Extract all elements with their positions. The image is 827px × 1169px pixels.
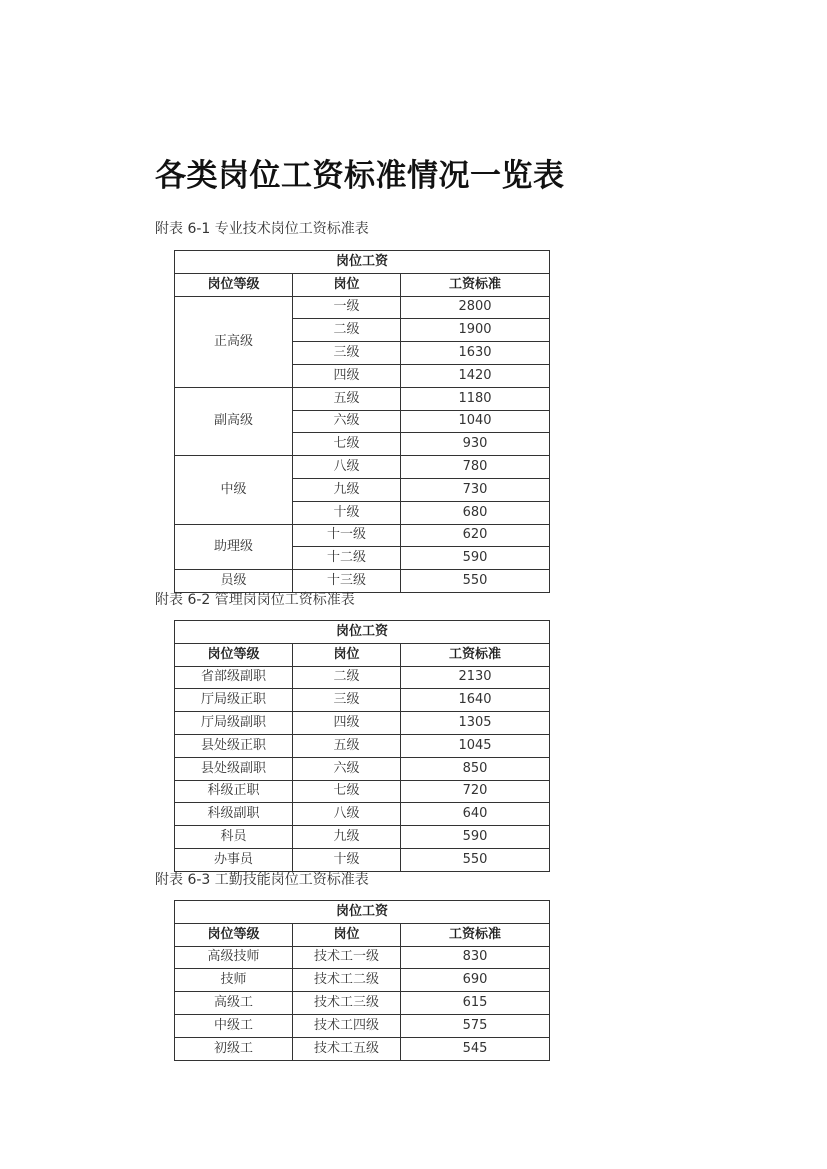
level-cell: 高级工 [175, 992, 293, 1015]
standard-cell: 590 [401, 826, 550, 849]
table-row [175, 456, 550, 479]
standard-cell: 1180 [401, 387, 550, 410]
table-row [175, 803, 550, 826]
table-caption-6-2: 附表 6-2 管理岗岗位工资标准表 [155, 592, 355, 608]
standard-cell: 550 [401, 848, 550, 871]
level-cell: 中级工 [175, 1014, 293, 1037]
post-cell: 七级 [293, 780, 401, 803]
level-cell: 正高级 [175, 296, 293, 387]
column-header-post: 岗位 [293, 923, 401, 946]
level-cell: 厅局级副职 [175, 712, 293, 735]
table-row [175, 992, 550, 1015]
post-cell: 一级 [293, 296, 401, 319]
table-caption-6-1: 附表 6-1 专业技术岗位工资标准表 [155, 221, 369, 237]
column-header-post: 岗位 [293, 273, 401, 296]
table-row [175, 689, 550, 712]
post-cell: 四级 [293, 712, 401, 735]
standard-cell: 575 [401, 1014, 550, 1037]
post-cell: 七级 [293, 433, 401, 456]
level-cell: 初级工 [175, 1037, 293, 1060]
column-header-standard: 工资标准 [401, 273, 550, 296]
post-cell: 二级 [293, 666, 401, 689]
post-cell: 八级 [293, 456, 401, 479]
standard-cell: 720 [401, 780, 550, 803]
standard-cell: 620 [401, 524, 550, 547]
level-cell: 员级 [175, 570, 293, 593]
table-row [175, 296, 550, 319]
level-cell: 科级副职 [175, 803, 293, 826]
column-header-standard: 工资标准 [401, 923, 550, 946]
post-cell: 五级 [293, 387, 401, 410]
column-header-level: 岗位等级 [175, 923, 293, 946]
table-row [175, 524, 550, 547]
standard-cell: 690 [401, 969, 550, 992]
post-cell: 十级 [293, 501, 401, 524]
standard-cell: 680 [401, 501, 550, 524]
table-group-header: 岗位工资 [175, 251, 550, 274]
level-cell: 厅局级正职 [175, 689, 293, 712]
standard-cell: 1040 [401, 410, 550, 433]
post-cell: 十二级 [293, 547, 401, 570]
standard-cell: 1640 [401, 689, 550, 712]
level-cell: 办事员 [175, 848, 293, 871]
post-cell: 三级 [293, 689, 401, 712]
table-row [175, 387, 550, 410]
standard-cell: 830 [401, 946, 550, 969]
post-cell: 技术工三级 [293, 992, 401, 1015]
standard-cell: 1305 [401, 712, 550, 735]
post-cell: 技术工四级 [293, 1014, 401, 1037]
standard-cell: 640 [401, 803, 550, 826]
standard-cell: 930 [401, 433, 550, 456]
table-row [175, 848, 550, 871]
table-row [175, 666, 550, 689]
post-cell: 技术工一级 [293, 946, 401, 969]
table-row [175, 712, 550, 735]
post-cell: 二级 [293, 319, 401, 342]
standard-cell: 1900 [401, 319, 550, 342]
table-row [175, 780, 550, 803]
table-caption-6-3: 附表 6-3 工勤技能岗位工资标准表 [155, 872, 369, 888]
table-row [175, 946, 550, 969]
post-cell: 技术工五级 [293, 1037, 401, 1060]
post-cell: 六级 [293, 757, 401, 780]
post-cell: 技术工二级 [293, 969, 401, 992]
column-header-level: 岗位等级 [175, 643, 293, 666]
level-cell: 省部级副职 [175, 666, 293, 689]
standard-cell: 545 [401, 1037, 550, 1060]
standard-cell: 780 [401, 456, 550, 479]
document-title: 各类岗位工资标准情况一览表 [155, 158, 565, 194]
standard-cell: 1420 [401, 364, 550, 387]
post-cell: 八级 [293, 803, 401, 826]
management-salary-table [174, 620, 550, 872]
table-row [175, 969, 550, 992]
standard-cell: 2800 [401, 296, 550, 319]
standard-cell: 550 [401, 570, 550, 593]
professional-salary-table [174, 250, 550, 593]
table-row [175, 1037, 550, 1060]
table-row [175, 734, 550, 757]
table-group-header: 岗位工资 [175, 901, 550, 924]
table-row [175, 757, 550, 780]
standard-cell: 615 [401, 992, 550, 1015]
standard-cell: 1045 [401, 734, 550, 757]
post-cell: 十三级 [293, 570, 401, 593]
post-cell: 六级 [293, 410, 401, 433]
level-cell: 科员 [175, 826, 293, 849]
standard-cell: 2130 [401, 666, 550, 689]
level-cell: 助理级 [175, 524, 293, 570]
post-cell: 五级 [293, 734, 401, 757]
skilled-worker-salary-table [174, 900, 550, 1061]
level-cell: 技师 [175, 969, 293, 992]
post-cell: 四级 [293, 364, 401, 387]
column-header-standard: 工资标准 [401, 643, 550, 666]
standard-cell: 730 [401, 478, 550, 501]
standard-cell: 850 [401, 757, 550, 780]
level-cell: 县处级副职 [175, 757, 293, 780]
post-cell: 九级 [293, 826, 401, 849]
standard-cell: 590 [401, 547, 550, 570]
post-cell: 十一级 [293, 524, 401, 547]
level-cell: 中级 [175, 456, 293, 524]
column-header-post: 岗位 [293, 643, 401, 666]
post-cell: 三级 [293, 342, 401, 365]
level-cell: 高级技师 [175, 946, 293, 969]
level-cell: 县处级正职 [175, 734, 293, 757]
level-cell: 副高级 [175, 387, 293, 455]
table-row [175, 1014, 550, 1037]
column-header-level: 岗位等级 [175, 273, 293, 296]
standard-cell: 1630 [401, 342, 550, 365]
post-cell: 十级 [293, 848, 401, 871]
table-group-header: 岗位工资 [175, 621, 550, 644]
post-cell: 九级 [293, 478, 401, 501]
table-row [175, 570, 550, 593]
level-cell: 科级正职 [175, 780, 293, 803]
table-row [175, 826, 550, 849]
